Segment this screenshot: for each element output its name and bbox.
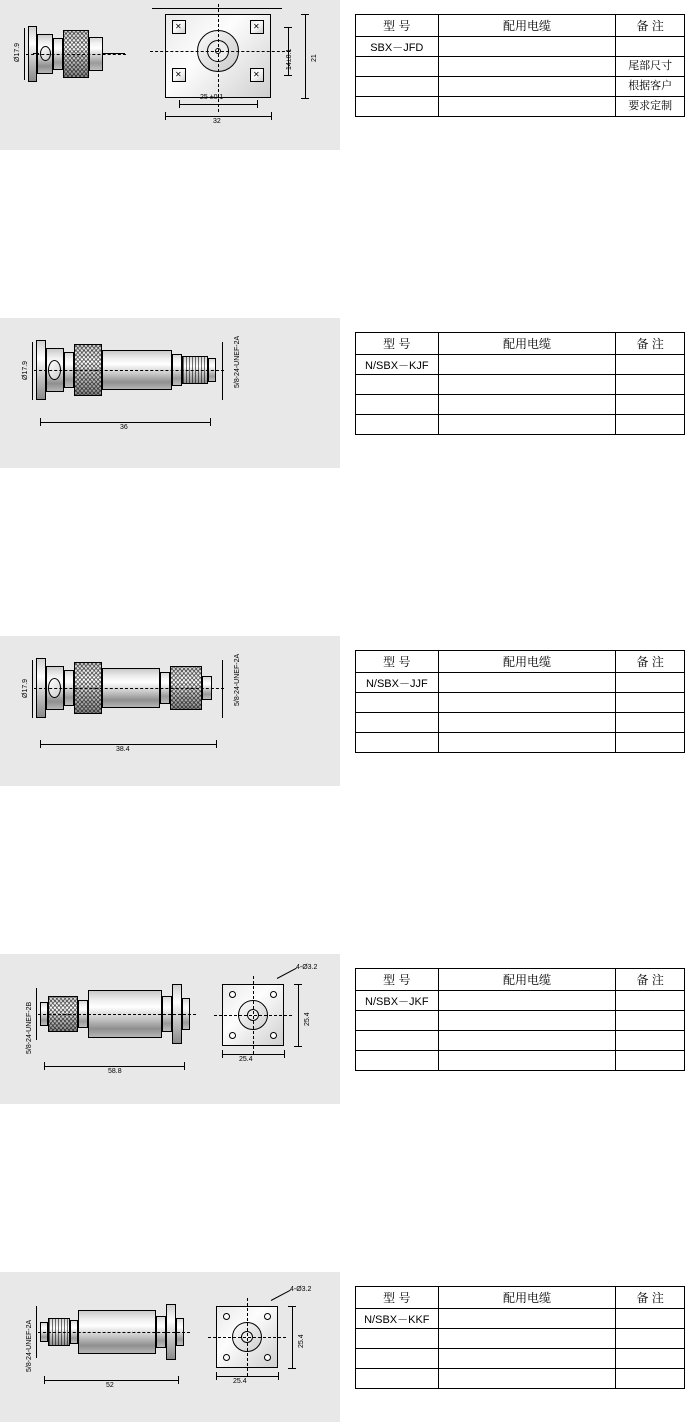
dim-length-3: 38.4 <box>116 746 130 753</box>
cell-model <box>356 1031 439 1051</box>
table-row <box>356 37 685 57</box>
drawing-n-sbx-jkf <box>0 954 340 1104</box>
header-note: 备 注 <box>616 969 685 991</box>
dim-thread-5: 5/8-24-UNEF-2A <box>26 1319 33 1372</box>
cell-note <box>616 37 685 57</box>
table-row <box>356 991 685 1011</box>
table-row <box>356 77 685 97</box>
cell-model: N/SBX－KJF <box>356 355 439 375</box>
dim-flange-w-4: 25.4 <box>239 1056 253 1063</box>
cell-cable <box>438 57 616 77</box>
cell-cable <box>438 1329 616 1349</box>
header-note: 备 注 <box>616 1287 685 1309</box>
dim-diameter-1: Ø17.9 <box>14 42 21 62</box>
table-row <box>356 1011 685 1031</box>
cell-cable <box>438 1031 616 1051</box>
cell-note <box>616 1011 685 1031</box>
cell-cable <box>438 1011 616 1031</box>
cell-model <box>356 1051 439 1071</box>
spec-table-1 <box>355 14 685 117</box>
dim-holes-4: 4-Ø3.2 <box>296 964 318 971</box>
cell-note: 根据客户 <box>616 77 685 97</box>
header-cable: 配用电缆 <box>438 651 616 673</box>
cell-model: SBX－JFD <box>356 37 439 57</box>
product-row-2 <box>0 150 700 431</box>
cell-cable <box>438 991 616 1011</box>
header-note: 备 注 <box>616 333 685 355</box>
table-row <box>356 1369 685 1389</box>
table-header-row <box>356 15 685 37</box>
drawing-sbx-jfd: Ø17.9 ✕ ✕ ✕ ✕ 25 ±0.1 32 14±0.1 21 <box>0 0 340 150</box>
cell-note <box>616 991 685 1011</box>
cell-cable <box>438 1349 616 1369</box>
cell-model: N/SBX－JKF <box>356 991 439 1011</box>
cell-model <box>356 1369 439 1389</box>
cell-cable <box>438 97 616 117</box>
table-row <box>356 57 685 77</box>
header-model: 型 号 <box>356 651 439 673</box>
header-model: 型 号 <box>356 1287 439 1309</box>
cell-note <box>616 1349 685 1369</box>
header-cable: 配用电缆 <box>438 333 616 355</box>
dim-holes-5: 4-Ø3.2 <box>290 1286 312 1293</box>
drawing-n-sbx-kkf <box>0 1272 340 1422</box>
table-row <box>356 1031 685 1051</box>
cell-model <box>356 1329 439 1349</box>
table-header-row <box>356 969 685 991</box>
spec-table-4 <box>355 968 685 1071</box>
cell-note <box>616 1309 685 1329</box>
dim-flange-h-5: 25.4 <box>298 1334 305 1348</box>
table-row <box>356 1309 685 1329</box>
table-row <box>356 1051 685 1071</box>
cell-model <box>356 1349 439 1369</box>
header-cable: 配用电缆 <box>438 15 616 37</box>
dim-front-h2-1: 21 <box>311 54 318 62</box>
header-model: 型 号 <box>356 969 439 991</box>
table-header-row <box>356 1287 685 1309</box>
cell-model <box>356 77 439 97</box>
dim-thread-4: 5/8-24-UNEF-2B <box>26 1001 33 1054</box>
cell-note <box>616 1051 685 1071</box>
header-cable: 配用电缆 <box>438 1287 616 1309</box>
cell-note <box>616 1329 685 1349</box>
header-model: 型 号 <box>356 15 439 37</box>
cell-model: N/SBX－JJF <box>356 673 439 693</box>
product-row-3 <box>0 300 700 753</box>
product-row-1 <box>0 0 700 150</box>
header-note: 备 注 <box>616 15 685 37</box>
dim-front-h-1: 14±0.1 <box>286 48 293 70</box>
cell-note <box>616 1031 685 1051</box>
dim-length-5: 52 <box>106 1382 114 1389</box>
cell-note: 尾部尺寸 <box>616 57 685 77</box>
dim-front-w-1: 25 ±0.1 <box>200 94 224 101</box>
dim-front-w2-1: 32 <box>213 118 221 125</box>
cell-model <box>356 57 439 77</box>
cell-note: 要求定制 <box>616 97 685 117</box>
cell-cable <box>438 1051 616 1071</box>
header-model: 型 号 <box>356 333 439 355</box>
cell-cable <box>438 77 616 97</box>
dim-diameter-3: Ø17.9 <box>22 678 29 698</box>
spec-table-5 <box>355 1286 685 1389</box>
header-cable: 配用电缆 <box>438 969 616 991</box>
header-note: 备 注 <box>616 651 685 673</box>
dim-length-4: 58.8 <box>108 1068 122 1075</box>
dim-diameter-2: Ø17.9 <box>22 360 29 380</box>
cell-cable <box>438 1369 616 1389</box>
dim-thread-2: 5/8-24-UNEF-2A <box>234 335 241 388</box>
cell-model: N/SBX－KKF <box>356 1309 439 1329</box>
table-row <box>356 97 685 117</box>
cell-cable <box>438 1309 616 1329</box>
dim-flange-h-4: 25.4 <box>304 1012 311 1026</box>
table-row <box>356 1349 685 1369</box>
dim-thread-3: 5/8-24-UNEF-2A <box>234 653 241 706</box>
dim-length-2: 36 <box>120 424 128 431</box>
cell-note <box>616 1369 685 1389</box>
table-row <box>356 1329 685 1349</box>
cell-model <box>356 97 439 117</box>
cell-model <box>356 1011 439 1031</box>
cell-cable <box>438 37 616 57</box>
dim-flange-w-5: 25.4 <box>233 1378 247 1385</box>
